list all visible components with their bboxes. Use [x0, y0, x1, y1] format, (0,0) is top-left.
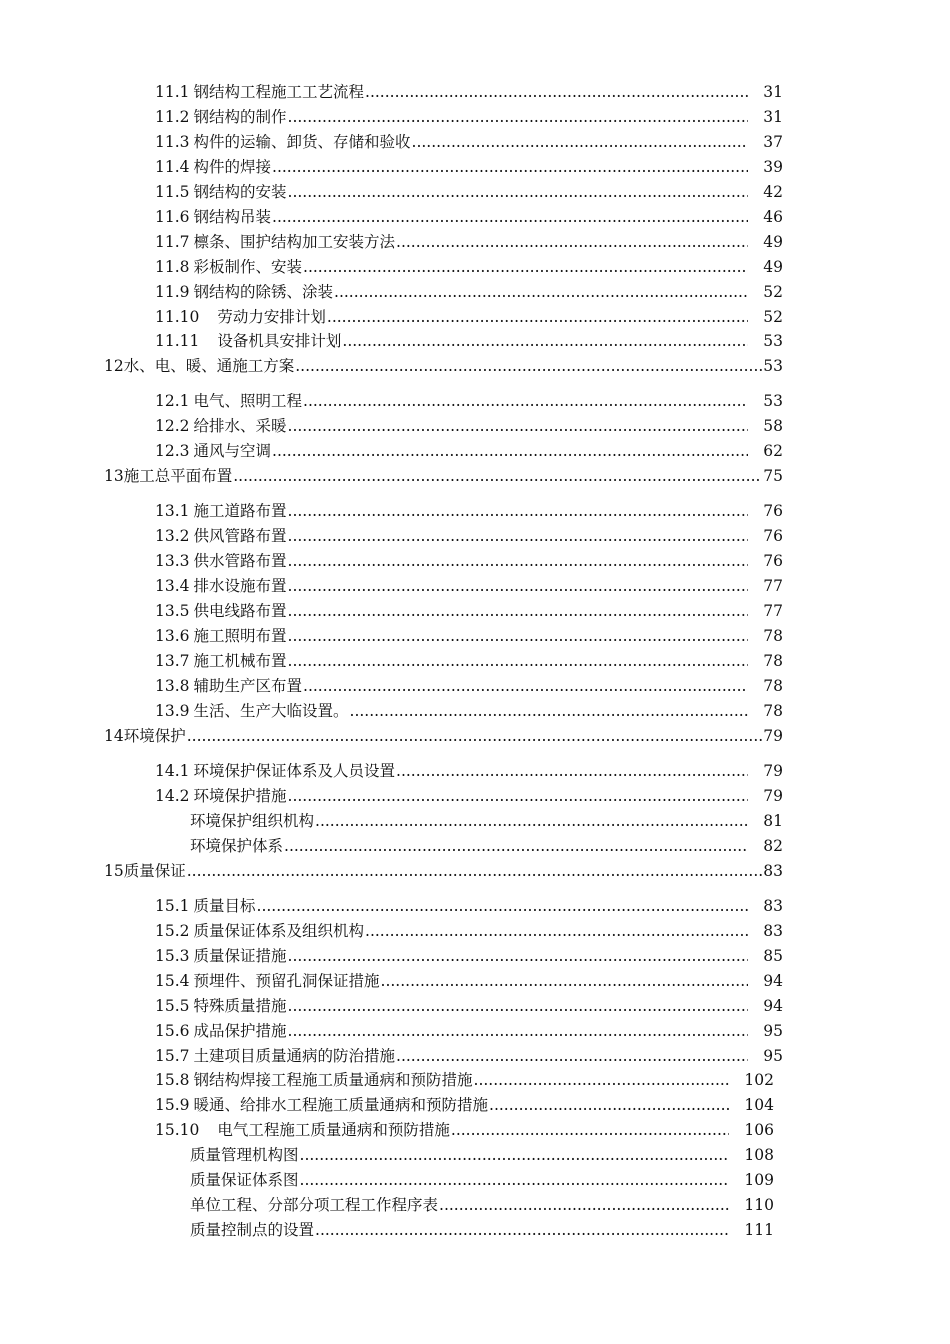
toc-entry[interactable]: [155, 920, 783, 942]
toc-entry-number: 11.4: [155, 158, 190, 176]
dot-leader: [288, 181, 749, 203]
dot-leader: [303, 675, 748, 697]
toc-entry-title: 供电线路布置: [193, 602, 287, 620]
dot-leader: [315, 810, 748, 832]
toc-entry-title: 水、电、暖、通施工方案: [123, 357, 295, 375]
toc-entry-title: 设备机具安排计划: [217, 332, 342, 350]
toc-entry-number: 15.4: [155, 972, 190, 990]
toc-entry-number: 11.7: [155, 233, 190, 251]
toc-entry-title: 构件的运输、卸货、存储和验收: [193, 133, 411, 151]
toc-entry-title: 钢结构的制作: [193, 108, 287, 126]
toc-entry-page-number: 49: [763, 258, 783, 276]
toc-entry-number: 13.8: [155, 677, 190, 695]
toc-entry-title: 钢结构焊接工程施工质量通病和预防措施: [193, 1071, 473, 1089]
toc-entry-title: 给排水、采暖: [193, 417, 287, 435]
dot-leader: [334, 281, 748, 303]
toc-entry-number: 11.11: [155, 332, 200, 350]
toc-entry-page-number: 31: [763, 83, 783, 101]
toc-entry-page-number: 83: [763, 862, 783, 880]
toc-entry-title: 电气、照明工程: [193, 392, 303, 410]
toc-entry[interactable]: [155, 500, 783, 522]
toc-entry[interactable]: [155, 785, 783, 807]
toc-entry-page-number: 53: [763, 357, 783, 375]
toc-entry-title: 辅助生产区布置: [193, 677, 303, 695]
toc-entry[interactable]: [155, 1119, 774, 1141]
toc-entry-title: 劳动力安排计划: [217, 308, 326, 326]
toc-entry-title: 环境保护组织机构: [190, 812, 315, 830]
toc-entry-page-number: 53: [763, 392, 783, 410]
toc-entry-number: 11.1: [155, 83, 190, 101]
dot-leader: [489, 1094, 729, 1116]
toc-entry-title: 施工总平面布置: [123, 467, 233, 485]
toc-entry-title: 钢结构工程施工工艺流程: [193, 83, 365, 101]
toc-entry[interactable]: [155, 256, 783, 278]
toc-entry-page-number: 77: [763, 577, 783, 595]
toc-entry-title: 特殊质量措施: [193, 997, 287, 1015]
toc-entry-title: 排水设施布置: [193, 577, 287, 595]
toc-entry-title: 质量控制点的设置: [190, 1221, 315, 1239]
toc-entry-title: 施工照明布置: [193, 627, 287, 645]
toc-entry-title: 钢结构的除锈、涂装: [193, 283, 334, 301]
dot-leader: [342, 330, 748, 352]
toc-entry-page-number: 95: [763, 1022, 783, 1040]
toc-entry-title: 施工机械布置: [193, 652, 287, 670]
dot-leader: [272, 156, 748, 178]
toc-entry-number: 14.1: [155, 762, 190, 780]
toc-entry-page-number: 37: [763, 133, 783, 151]
toc-entry-number: 13.5: [155, 602, 190, 620]
toc-entry[interactable]: [155, 600, 783, 622]
toc-entry-number: 15.8: [155, 1071, 190, 1089]
toc-entry[interactable]: [155, 995, 783, 1017]
toc-entry-number: 15: [104, 862, 124, 880]
toc-entry-page-number: 102: [744, 1071, 774, 1089]
toc-entry[interactable]: [155, 231, 783, 253]
toc-entry-page-number: 111: [744, 1221, 774, 1239]
toc-entry[interactable]: [155, 970, 783, 992]
dot-leader: [284, 835, 748, 857]
toc-entry[interactable]: [155, 945, 783, 967]
dot-leader: [288, 995, 749, 1017]
dot-leader: [288, 785, 749, 807]
toc-entry-number: 15.1: [155, 897, 190, 915]
toc-entry-page-number: 85: [763, 947, 783, 965]
toc-entry-title: 彩板制作、安装: [193, 258, 303, 276]
toc-entry-number: 14: [104, 727, 124, 745]
dot-leader: [288, 525, 749, 547]
toc-entry-title: 钢结构吊装: [193, 208, 272, 226]
toc-entry-page-number: 76: [763, 552, 783, 570]
toc-entry-title: 供风管路布置: [193, 527, 287, 545]
toc-entry-title: 土建项目质量通病的防治措施: [193, 1047, 396, 1065]
toc-entry[interactable]: [155, 1020, 783, 1042]
toc-entry-page-number: 78: [763, 627, 783, 645]
toc-entry[interactable]: [155, 81, 783, 103]
toc-entry[interactable]: [155, 525, 783, 547]
dot-leader: [396, 760, 748, 782]
toc-entry-page-number: 79: [763, 727, 783, 745]
toc-entry-number: 14.2: [155, 787, 190, 805]
toc-entry[interactable]: [190, 835, 783, 857]
toc-entry[interactable]: [155, 131, 783, 153]
toc-entry-title: 供水管路布置: [193, 552, 287, 570]
toc-entry-number: 13.6: [155, 627, 190, 645]
toc-entry-number: 15.3: [155, 947, 190, 965]
dot-leader: [288, 500, 749, 522]
dot-leader: [350, 700, 749, 722]
toc-entry[interactable]: [155, 390, 783, 412]
toc-entry-title: 单位工程、分部分项工程工作程序表: [190, 1196, 439, 1214]
toc-entry-number: 11.6: [155, 208, 190, 226]
dot-leader: [233, 465, 762, 487]
toc-entry[interactable]: [190, 810, 783, 832]
toc-entry-number: 15.7: [155, 1047, 190, 1065]
toc-entry[interactable]: [190, 1169, 774, 1191]
toc-entry-page-number: 31: [763, 108, 783, 126]
toc-entry-page-number: 76: [763, 527, 783, 545]
dot-leader: [303, 256, 748, 278]
toc-entry[interactable]: [155, 156, 783, 178]
dot-leader: [396, 231, 748, 253]
toc-chapter-entry[interactable]: [104, 860, 783, 882]
toc-entry-number: 11.5: [155, 183, 190, 201]
toc-entry-page-number: 79: [763, 787, 783, 805]
dot-leader: [288, 945, 749, 967]
toc-entry-page-number: 104: [744, 1096, 774, 1114]
toc-entry-number: 15.6: [155, 1022, 190, 1040]
toc-entry-title: 构件的焊接: [193, 158, 272, 176]
dot-leader: [187, 860, 763, 882]
toc-entry-title: 质量管理机构图: [190, 1146, 299, 1164]
dot-leader: [327, 306, 748, 328]
dot-leader: [412, 131, 749, 153]
toc-entry-title: 质量保证: [123, 862, 186, 880]
dot-leader: [187, 725, 763, 747]
dot-leader: [288, 550, 749, 572]
toc-entry-page-number: 94: [763, 972, 783, 990]
toc-entry-page-number: 46: [763, 208, 783, 226]
toc-chapter-entry[interactable]: [104, 465, 783, 487]
toc-entry-title: 檩条、围护结构加工安装方法: [193, 233, 396, 251]
toc-entry-page-number: 110: [744, 1196, 774, 1214]
toc-entry-number: 15.10: [155, 1121, 200, 1139]
toc-entry-page-number: 83: [763, 897, 783, 915]
toc-entry-number: 15.9: [155, 1096, 190, 1114]
dot-leader: [288, 1020, 749, 1042]
dot-leader: [288, 650, 749, 672]
toc-entry-title: 通风与空调: [193, 442, 272, 460]
toc-entry[interactable]: [155, 106, 783, 128]
toc-entry-page-number: 76: [763, 502, 783, 520]
toc-entry-number: 13.1: [155, 502, 190, 520]
toc-entry-number: 11.10: [155, 308, 200, 326]
dot-leader: [300, 1169, 730, 1191]
toc-entry[interactable]: [155, 415, 783, 437]
toc-entry-page-number: 58: [763, 417, 783, 435]
toc-entry-page-number: 83: [763, 922, 783, 940]
dot-leader: [315, 1219, 729, 1241]
toc-chapter-entry[interactable]: [104, 355, 783, 377]
toc-entry[interactable]: [155, 281, 783, 303]
dot-leader: [474, 1069, 730, 1091]
toc-entry-number: 11.3: [155, 133, 190, 151]
dot-leader: [288, 415, 749, 437]
toc-entry[interactable]: [155, 550, 783, 572]
toc-entry-number: 12.1: [155, 392, 190, 410]
dot-leader: [272, 206, 748, 228]
toc-entry-title: 电气工程施工质量通病和预防措施: [217, 1121, 450, 1139]
toc-entry[interactable]: [190, 1144, 774, 1166]
dot-leader: [288, 600, 749, 622]
toc-entry-page-number: 79: [763, 762, 783, 780]
toc-entry[interactable]: [155, 181, 783, 203]
toc-entry-number: 13.3: [155, 552, 190, 570]
toc-entry-number: 13.2: [155, 527, 190, 545]
toc-entry[interactable]: [155, 440, 783, 462]
toc-entry-number: 13.7: [155, 652, 190, 670]
toc-entry[interactable]: [155, 1094, 774, 1116]
toc-entry[interactable]: [155, 760, 783, 782]
toc-entry-page-number: 78: [763, 652, 783, 670]
toc-entry-title: 施工道路布置: [193, 502, 287, 520]
toc-entry-title: 质量保证体系及组织机构: [193, 922, 365, 940]
toc-entry-page-number: 62: [763, 442, 783, 460]
toc-entry[interactable]: [155, 895, 783, 917]
toc-entry-page-number: 82: [763, 837, 783, 855]
toc-entry-page-number: 53: [763, 332, 783, 350]
toc-entry-title: 质量目标: [193, 897, 256, 915]
dot-leader: [257, 895, 749, 917]
toc-entry-number: 15.2: [155, 922, 190, 940]
dot-leader: [365, 81, 748, 103]
dot-leader: [396, 1045, 748, 1067]
toc-entry-title: 暖通、给排水工程施工质量通病和预防措施: [193, 1096, 489, 1114]
dot-leader: [288, 625, 749, 647]
toc-entry-page-number: 108: [744, 1146, 774, 1164]
toc-entry[interactable]: [190, 1194, 774, 1216]
toc-entry-title: 环境保护体系: [190, 837, 284, 855]
toc-entry-title: 成品保护措施: [193, 1022, 287, 1040]
toc-entry[interactable]: [155, 206, 783, 228]
toc-entry-title: 生活、生产大临设置。: [193, 702, 349, 720]
toc-entry-page-number: 39: [763, 158, 783, 176]
toc-entry-number: 12.2: [155, 417, 190, 435]
dot-leader: [288, 106, 749, 128]
toc-entry-page-number: 109: [744, 1171, 774, 1189]
toc-entry-number: 11.2: [155, 108, 190, 126]
toc-entry-page-number: 106: [744, 1121, 774, 1139]
toc-entry-number: 11.9: [155, 283, 190, 301]
dot-leader: [272, 440, 748, 462]
toc-entry-title: 钢结构的安装: [193, 183, 287, 201]
toc-entry-page-number: 52: [763, 308, 783, 326]
toc-entry-page-number: 81: [763, 812, 783, 830]
dot-leader: [451, 1119, 730, 1141]
toc-entry-number: 11.8: [155, 258, 190, 276]
dot-leader: [381, 970, 749, 992]
toc-entry[interactable]: [190, 1219, 774, 1241]
toc-entry[interactable]: [155, 650, 783, 672]
toc-entry-title: 环境保护保证体系及人员设置: [193, 762, 396, 780]
toc-entry-page-number: 94: [763, 997, 783, 1015]
toc-entry[interactable]: [155, 625, 783, 647]
toc-entry-page-number: 49: [763, 233, 783, 251]
toc-chapter-entry[interactable]: [104, 725, 783, 747]
toc-entry-title: 质量保证体系图: [190, 1171, 299, 1189]
dot-leader: [439, 1194, 729, 1216]
toc-entry-title: 预埋件、预留孔洞保证措施: [193, 972, 380, 990]
dot-leader: [295, 355, 762, 377]
toc-entry-number: 13: [104, 467, 124, 485]
toc-entry-number: 12.3: [155, 442, 190, 460]
toc-entry-page-number: 78: [763, 677, 783, 695]
dot-leader: [365, 920, 748, 942]
toc-entry-title: 环境保护: [123, 727, 186, 745]
toc-entry-page-number: 77: [763, 602, 783, 620]
toc-entry-title: 环境保护措施: [193, 787, 287, 805]
dot-leader: [303, 390, 748, 412]
toc-entry-number: 13.9: [155, 702, 190, 720]
toc-entry[interactable]: [155, 306, 783, 328]
toc-entry[interactable]: [155, 675, 783, 697]
toc-entry-page-number: 75: [763, 467, 783, 485]
toc-entry[interactable]: [155, 575, 783, 597]
toc-entry-page-number: 95: [763, 1047, 783, 1065]
dot-leader: [288, 575, 749, 597]
toc-entry-number: 15.5: [155, 997, 190, 1015]
dot-leader: [300, 1144, 730, 1166]
toc-entry[interactable]: [155, 1069, 774, 1091]
toc-entry-page-number: 78: [763, 702, 783, 720]
toc-entry[interactable]: [155, 1045, 783, 1067]
toc-entry-number: 13.4: [155, 577, 190, 595]
toc-entry-page-number: 42: [763, 183, 783, 201]
toc-entry[interactable]: [155, 700, 783, 722]
toc-entry-page-number: 52: [763, 283, 783, 301]
toc-entry[interactable]: [155, 330, 783, 352]
toc-entry-number: 12: [104, 357, 124, 375]
toc-entry-title: 质量保证措施: [193, 947, 287, 965]
